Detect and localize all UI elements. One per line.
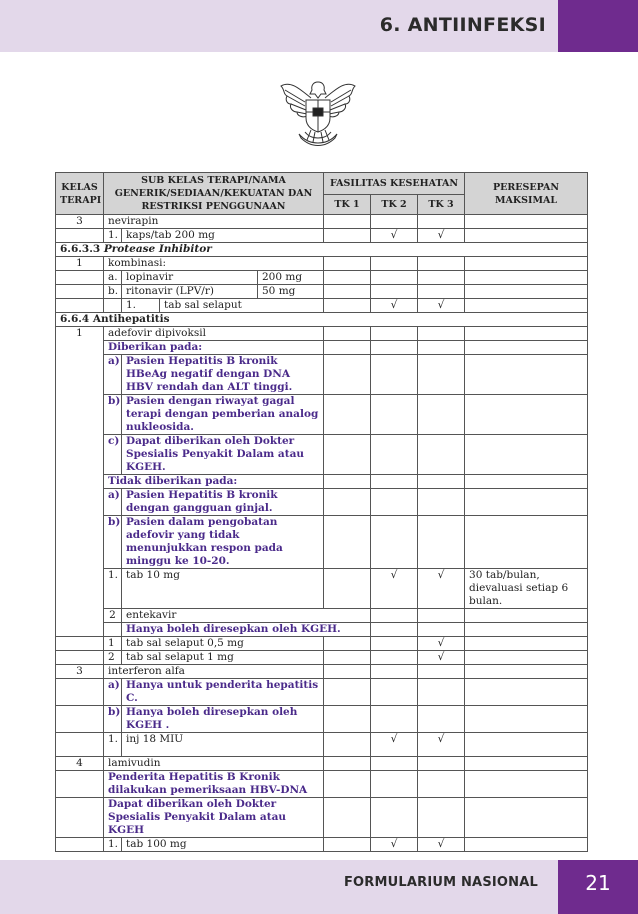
- dosage-form: inj 18 MIU: [122, 733, 324, 757]
- restriction-text: Hanya boleh diresepkan oleh KGEH.: [122, 623, 371, 637]
- table-row: [56, 341, 588, 355]
- header-tk2: TK 2: [371, 195, 418, 215]
- restriction-text: Pasien dalam pengobatan adefovir yang tidak menunjukkan respon pada minggu ke 10-20.: [122, 516, 324, 569]
- row-number: 4: [56, 757, 104, 771]
- component-dose: 50 mg: [258, 285, 324, 299]
- item-number: a): [104, 355, 122, 395]
- check-mark: √: [418, 229, 465, 243]
- header-tk1: TK 1: [324, 195, 371, 215]
- table-row: [56, 798, 588, 838]
- table-row: [56, 299, 588, 313]
- dosage-form: tab 100 mg: [122, 838, 324, 852]
- table-row: [56, 838, 588, 852]
- page-number: 21: [585, 871, 611, 895]
- section-row: [56, 313, 588, 327]
- table-row: [56, 215, 588, 229]
- check-mark: √: [371, 838, 418, 852]
- table-row: [56, 733, 588, 757]
- restriction-text: Pasien Hepatitis B kronik dengan gangguan ginjal.: [122, 489, 324, 516]
- restriction-text: Pasien dengan riwayat gagal terapi dengan pemberian analog nukleosida.: [122, 395, 324, 435]
- table-row: [56, 665, 588, 679]
- dosage-form: tab sal selaput 1 mg: [122, 651, 324, 665]
- row-number: 3: [56, 215, 104, 229]
- restriction-text: Dapat diberikan oleh Dokter Spesialis Penyakit Dalam atau KGEH.: [122, 435, 324, 475]
- table-row: [56, 489, 588, 516]
- item-number: a): [104, 679, 122, 706]
- restriction-text: Hanya untuk penderita hepatitis C.: [122, 679, 324, 706]
- component-name: ritonavir (LPV/r): [122, 285, 258, 299]
- table-row: [56, 637, 588, 651]
- restriction-text: Dapat diberikan oleh Dokter Spesialis Penyakit Dalam atau KGEH: [104, 798, 324, 838]
- item-number: a): [104, 489, 122, 516]
- drug-name: kombinasi:: [104, 257, 324, 271]
- restriction-label: Diberikan pada:: [104, 341, 324, 355]
- max-prescription: 30 tab/bulan, dievaluasi setiap 6 bulan.: [465, 569, 588, 609]
- table-row: [56, 271, 588, 285]
- check-mark: √: [418, 838, 465, 852]
- item-number: b): [104, 395, 122, 435]
- row-number: 2: [104, 609, 122, 623]
- check-mark: √: [418, 299, 465, 313]
- check-mark: √: [371, 733, 418, 757]
- check-mark: √: [371, 229, 418, 243]
- table-row: [56, 355, 588, 395]
- item-number: b): [104, 706, 122, 733]
- item-number: b): [104, 516, 122, 569]
- table-row: [56, 516, 588, 569]
- item-number: b.: [104, 285, 122, 299]
- item-number: 2: [104, 651, 122, 665]
- item-number: a.: [104, 271, 122, 285]
- header-fasilitas: FASILITAS KESEHATAN: [324, 173, 465, 195]
- dosage-form: tab sal selaput 0,5 mg: [122, 637, 324, 651]
- check-mark: √: [418, 569, 465, 609]
- table-row: [56, 327, 588, 341]
- table-row: [56, 229, 588, 243]
- item-number: c): [104, 435, 122, 475]
- table-row: [56, 395, 588, 435]
- restriction-text: Pasien Hepatitis B kronik HBeAg negatif dengan DNA HBV rendah dan ALT tinggi.: [122, 355, 324, 395]
- table-row: [56, 257, 588, 271]
- footer-title: FORMULARIUM NASIONAL: [343, 875, 538, 890]
- table-row: [56, 757, 588, 771]
- component-name: lopinavir: [122, 271, 258, 285]
- section-heading: 6.6.3.3 Protease Inhibitor: [56, 243, 588, 257]
- formulary-table: [55, 172, 588, 852]
- item-number: 1.: [104, 569, 122, 609]
- check-mark: √: [371, 299, 418, 313]
- table-row: [56, 285, 588, 299]
- header-peresepan: PERESEPAN MAKSIMAL: [465, 173, 588, 215]
- item-number: 1.: [104, 838, 122, 852]
- row-number: 3: [56, 665, 104, 679]
- header-sub-kelas: SUB KELAS TERAPI/NAMA GENERIK/SEDIAAN/KEKUATAN DAN RESTRIKSI PENGGUNAAN: [104, 173, 324, 215]
- table-row: [56, 679, 588, 706]
- table-row: [56, 651, 588, 665]
- dosage-form: tab 10 mg: [122, 569, 324, 609]
- dosage-form: tab sal selaput: [160, 299, 324, 313]
- header-kelas-terapi: KELAS TERAPI: [56, 173, 104, 215]
- restriction-text: Penderita Hepatitis B Kronik dilakukan pemeriksaan HBV-DNA: [104, 771, 324, 798]
- table-row: [56, 771, 588, 798]
- check-mark: √: [418, 637, 465, 651]
- row-number: 1: [56, 327, 104, 637]
- restriction-label: Tidak diberikan pada:: [104, 475, 324, 489]
- section-heading: 6.6.4 Antihepatitis: [56, 313, 588, 327]
- item-number: 1.: [122, 299, 160, 313]
- table-row: [56, 435, 588, 475]
- garuda-emblem-icon: [275, 68, 361, 154]
- header-accent: [558, 0, 638, 52]
- drug-name: adefovir dipivoksil: [104, 327, 324, 341]
- drug-name: nevirapin: [104, 215, 324, 229]
- check-mark: √: [418, 733, 465, 757]
- row-number: 1: [56, 257, 104, 271]
- dosage-form: kaps/tab 200 mg: [122, 229, 324, 243]
- item-number: 1: [104, 637, 122, 651]
- header-tk3: TK 3: [418, 195, 465, 215]
- table-row: [56, 706, 588, 733]
- check-mark: √: [418, 651, 465, 665]
- table-row: [56, 609, 588, 623]
- table-row: [56, 569, 588, 609]
- table-row: [56, 623, 588, 637]
- chapter-title: 6. ANTIINFEKSI: [379, 14, 546, 36]
- drug-name: entekavir: [122, 609, 371, 623]
- item-number: 1.: [104, 229, 122, 243]
- component-dose: 200 mg: [258, 271, 324, 285]
- drug-name: lamivudin: [104, 757, 324, 771]
- restriction-text: Hanya boleh diresepkan oleh KGEH .: [122, 706, 324, 733]
- drug-name: interferon alfa: [104, 665, 324, 679]
- item-number: 1.: [104, 733, 122, 757]
- section-row: [56, 243, 588, 257]
- table-row: [56, 475, 588, 489]
- check-mark: √: [371, 569, 418, 609]
